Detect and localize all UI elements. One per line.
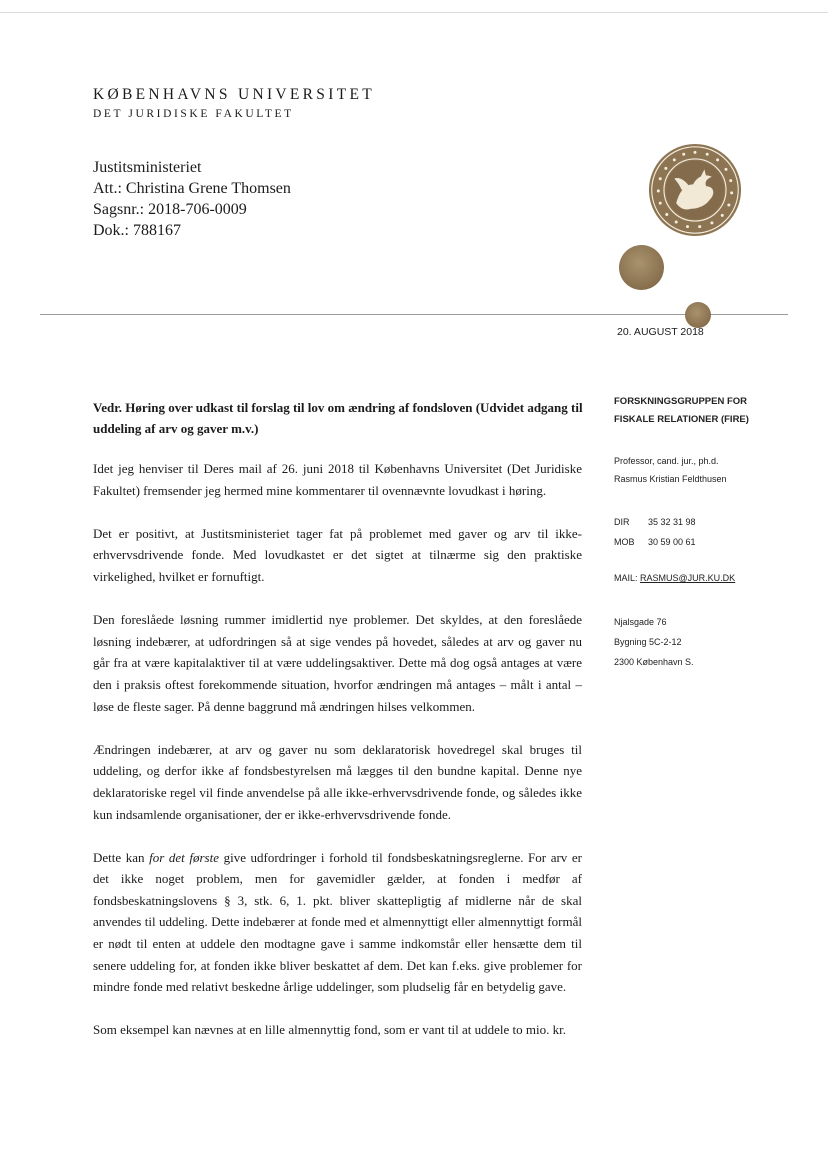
decorative-circle xyxy=(685,302,711,328)
mail-link[interactable]: RASMUS@JUR.KU.DK xyxy=(640,573,736,583)
university-name: KØBENHAVNS UNIVERSITET xyxy=(93,86,375,103)
sender-phones xyxy=(614,512,696,552)
mob-number: 30 59 00 61 xyxy=(648,537,696,547)
university-seal-icon xyxy=(648,143,742,237)
sender-name: Rasmus Kristian Feldthusen xyxy=(614,474,727,484)
sender-info xyxy=(614,452,727,488)
recipient-line: Att.: Christina Grene Thomsen xyxy=(93,180,291,197)
letter-subject: Vedr. Høring over udkast til forslag til lov om ændring af fondsloven (Udvidet adgang til uddeling af arv og gaver m.v.) xyxy=(93,400,583,436)
header-divider xyxy=(40,314,788,315)
recipient-line: Justitsministeriet xyxy=(93,159,202,176)
letter-date: 20. AUGUST 2018 xyxy=(617,326,704,338)
mob-label: MOB xyxy=(614,537,635,547)
building: Bygning 5C-2-12 xyxy=(614,637,682,647)
decorative-circle xyxy=(619,245,664,290)
paragraph-text: give udfordringer i forhold til fondsbeskatningsreglerne. For arv er det ikke noget problem, men for gavemidler gælder, at fonden i medfør af fondsbeskatningslovens § 3, stk. 6, 1. pkt. bliver skattepligtig af midlerne når de skal anvendes til uddeling. Dette indebærer at fonde med et almennyttigt eller almennyttigt formål er nødt til enten at uddele den modtagne gave i samme indkomstår eller hensætte dem til senere uddeling for, at fonden ikke bliver beskattet af dem. Det kan f.eks. give problemer for mindre fonde med relativt beskedne årlige uddelinger, som pludselig får en betydelig gave. xyxy=(93,849,583,995)
paragraph xyxy=(93,847,582,998)
mob-phone xyxy=(614,532,696,552)
letter-body xyxy=(93,458,582,1063)
postal-address xyxy=(614,612,694,672)
research-group-line: FORSKNINGSGRUPPEN FOR xyxy=(614,396,748,407)
city: 2300 København S. xyxy=(614,657,694,667)
recipient-address xyxy=(93,157,291,241)
dir-number: 35 32 31 98 xyxy=(648,517,696,527)
paragraph: Ændringen indebærer, at arv og gaver nu som deklaratorisk hovedregel skal bruges til uddeling, og derfor ikke af fondsbestyrelsen må lægges til den bundne kapital. Denne nye deklaratoriske regel vil finde anvendelse på alle ikke-erhvervsdrivende fonde, og således ikke kun indsamlende organisationer, der er ikke-erhvervsdrivende fonde. xyxy=(93,741,582,822)
paragraph: Som eksempel kan nævnes at en lille almennyttig fond, som er vant til at uddele to mio. kr. xyxy=(93,1022,566,1038)
paragraph: Det er positivt, at Justitsministeriet tager fat på problemet med gaver og arv til ikke-erhvervsdrivende fonde. Med lovudkastet er det sigtet at tilnærme sig den praktiske virkelighed, hvilket er fornuftigt. xyxy=(93,525,582,584)
faculty-name: DET JURIDISKE FAKULTET xyxy=(93,108,294,120)
paragraph: Den foreslåede løsning rummer imidlertid nye problemer. Det skyldes, at den foreslåede løsning indebærer, at udfordringen så at sige vendes på hovedet, således at arv og gaver nu går fra at være kapitalaktiver til at være uddelingsaktiver. Dette må dog også antages at være den i praksis oftest forekommende situation, hvorfor ændringen må antages – målt i antal – løse de fleste sager. På denne baggrund må ændringen hilses velkommen. xyxy=(93,612,582,714)
recipient-line: Sagsnr.: 2018-706-0009 xyxy=(93,201,247,218)
dir-phone xyxy=(614,512,696,532)
sender-mail xyxy=(614,573,735,583)
research-group-line: FISKALE RELATIONER (FIRE) xyxy=(614,414,749,425)
sender-title: Professor, cand. jur., ph.d. xyxy=(614,456,719,466)
research-group xyxy=(614,393,749,429)
street: Njalsgade 76 xyxy=(614,617,667,627)
paragraph-text: Dette kan xyxy=(93,849,150,865)
mail-label: MAIL: xyxy=(614,573,638,583)
emphasis-text: for det første xyxy=(149,849,219,865)
paragraph: Idet jeg henviser til Deres mail af 26. juni 2018 til Københavns Universitet (Det Juridiske Fakultet) fremsender jeg hermed mine kommentarer til ovennævnte lovudkast i høring. xyxy=(93,461,582,498)
recipient-line: Dok.: 788167 xyxy=(93,222,181,239)
dir-label: DIR xyxy=(614,517,630,527)
top-divider xyxy=(0,12,828,13)
